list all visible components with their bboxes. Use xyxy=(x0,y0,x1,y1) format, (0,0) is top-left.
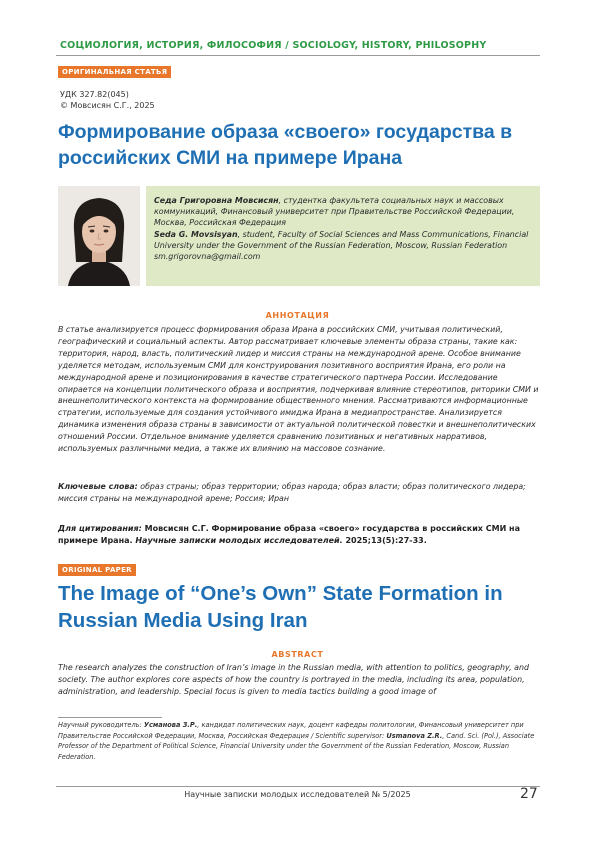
citation-ref: 2025;13(5):27-33. xyxy=(342,536,427,545)
abstract-text-en: The research analyzes the construction of Iran’s image in the Russian media, with attention to politics, geography, and society. The author explores core aspects of how the country is portrayed in the media, including its area, population, administration, and leadership. Special focus is given to media tactics building a good image of xyxy=(58,663,529,696)
abstract-heading-en: ABSTRACT xyxy=(271,650,324,659)
section-header: СОЦИОЛОГИЯ, ИСТОРИЯ, ФИЛОСОФИЯ / SOCIOLOGY, HISTORY, PHILOSOPHY xyxy=(60,40,487,51)
header-divider xyxy=(56,55,540,56)
citation-journal: Научные записки молодых исследователей. xyxy=(135,536,343,545)
citation-text: Мовсисян С.Г. Формирование образа «своего» государства в российских СМИ на примере Ирана. xyxy=(58,524,520,545)
author-ru xyxy=(154,195,530,229)
copyright: © Мовсисян С.Г., 2025 xyxy=(60,100,155,110)
original-article-badge: ОРИГИНАЛЬНАЯ СТАТЬЯ xyxy=(58,66,171,78)
keywords xyxy=(58,481,542,505)
footnote-part-3: , Cand. Sci. (Pol.), Associate Professor of the Department of Political Science, Financial University under the Government of the Russian Federation, Moscow, Russian Federation. xyxy=(58,731,535,761)
udk-code: УДК 327.82(045) xyxy=(60,90,129,99)
author-name-en: Seda G. Movsisyan xyxy=(154,229,238,239)
footnote-part-1: Научный руководитель: xyxy=(58,721,144,729)
citation xyxy=(58,523,542,547)
author-portrait-image xyxy=(58,186,140,286)
author-photo xyxy=(58,186,140,286)
supervisor-name-en: Usmanova Z.R. xyxy=(386,731,443,740)
original-paper-badge: ORIGINAL PAPER xyxy=(58,564,136,576)
abstract-heading-ru: АННОТАЦИЯ xyxy=(265,311,330,320)
keywords-text: образ страны; образ территории; образ народа; образ власти; образ политического лидера; миссия страны на международной арене; Россия; Иран xyxy=(58,482,526,503)
citation-label: Для цитирования: xyxy=(58,524,142,533)
footer-divider xyxy=(56,786,540,787)
author-name-ru: Седа Григоровна Мовсисян xyxy=(154,196,279,205)
article-meta xyxy=(60,90,155,111)
article-title-en: The Image of “One’s Own” State Formation in Russian Media Using Iran xyxy=(58,582,503,632)
abstract-text-ru: В статье анализируется процесс формирования образа Ирана в российских СМИ, учитывая политический, географический и социальный аспекты. Автор рассматривает ключевые элементы образа страны, такие как: территория, народ, власть, политический лидер и миссия страны на международной арене. Особое внимание уделяется методам, используемым СМИ для конструирования позитивного восприятия Ирана, его роли на международной арене и позиционирования в качестве стратегического партнера России. Исследование опирается на концепции политического образа и восприятия, подчеркивая влияние стереотипов, риторики СМИ и внешнеполитического контекста на формирование общественного мнения. Рассматриваются информационные стратегии, используемые для создания устойчивого имиджа Ирана в медиапространстве. Анализируется динамика изменения образа страны в зависимости от актуальной политической повестки и внешнеполитических отношений России. Отдельное внимание уделяется сравнению позитивных и негативных нарративов, используемых различными медиа, а также их влиянию на массовое сознание. xyxy=(58,325,539,454)
supervisor-name-ru: Усманова З.Р. xyxy=(143,721,198,729)
footnote xyxy=(58,720,542,762)
author-info-box xyxy=(146,186,540,286)
author-en xyxy=(154,229,530,251)
article-title-ru: Формирование образа «своего» государства в российских СМИ на примере Ирана xyxy=(58,121,513,169)
author-email[interactable]: sm.grigorovna@gmail.com xyxy=(154,252,261,262)
page-number: 27 xyxy=(520,786,538,802)
footer-journal: Научные записки молодых исследователей № 5/2025 xyxy=(184,790,411,799)
author-desc-en: , student, Faculty of Social Sciences and Mass Communications, Financial University under the Government of the Russian Federation, Moscow, Russian Federation xyxy=(154,229,529,250)
keywords-label: Ключевые слова: xyxy=(58,482,138,491)
footnote-part-2: , кандидат политических наук, доцент кафедры политологии, Финансовый университет при Правительстве Российской Федерации, Москва, Российская Федерация / Scientific supervisor: xyxy=(58,721,524,740)
footnote-rule xyxy=(58,717,162,718)
author-desc-ru: , студентка факультета социальных наук и массовых коммуникаций, Финансовый университет при Правительстве Российской Федерации, Москва, Российская Федерация xyxy=(154,196,515,228)
